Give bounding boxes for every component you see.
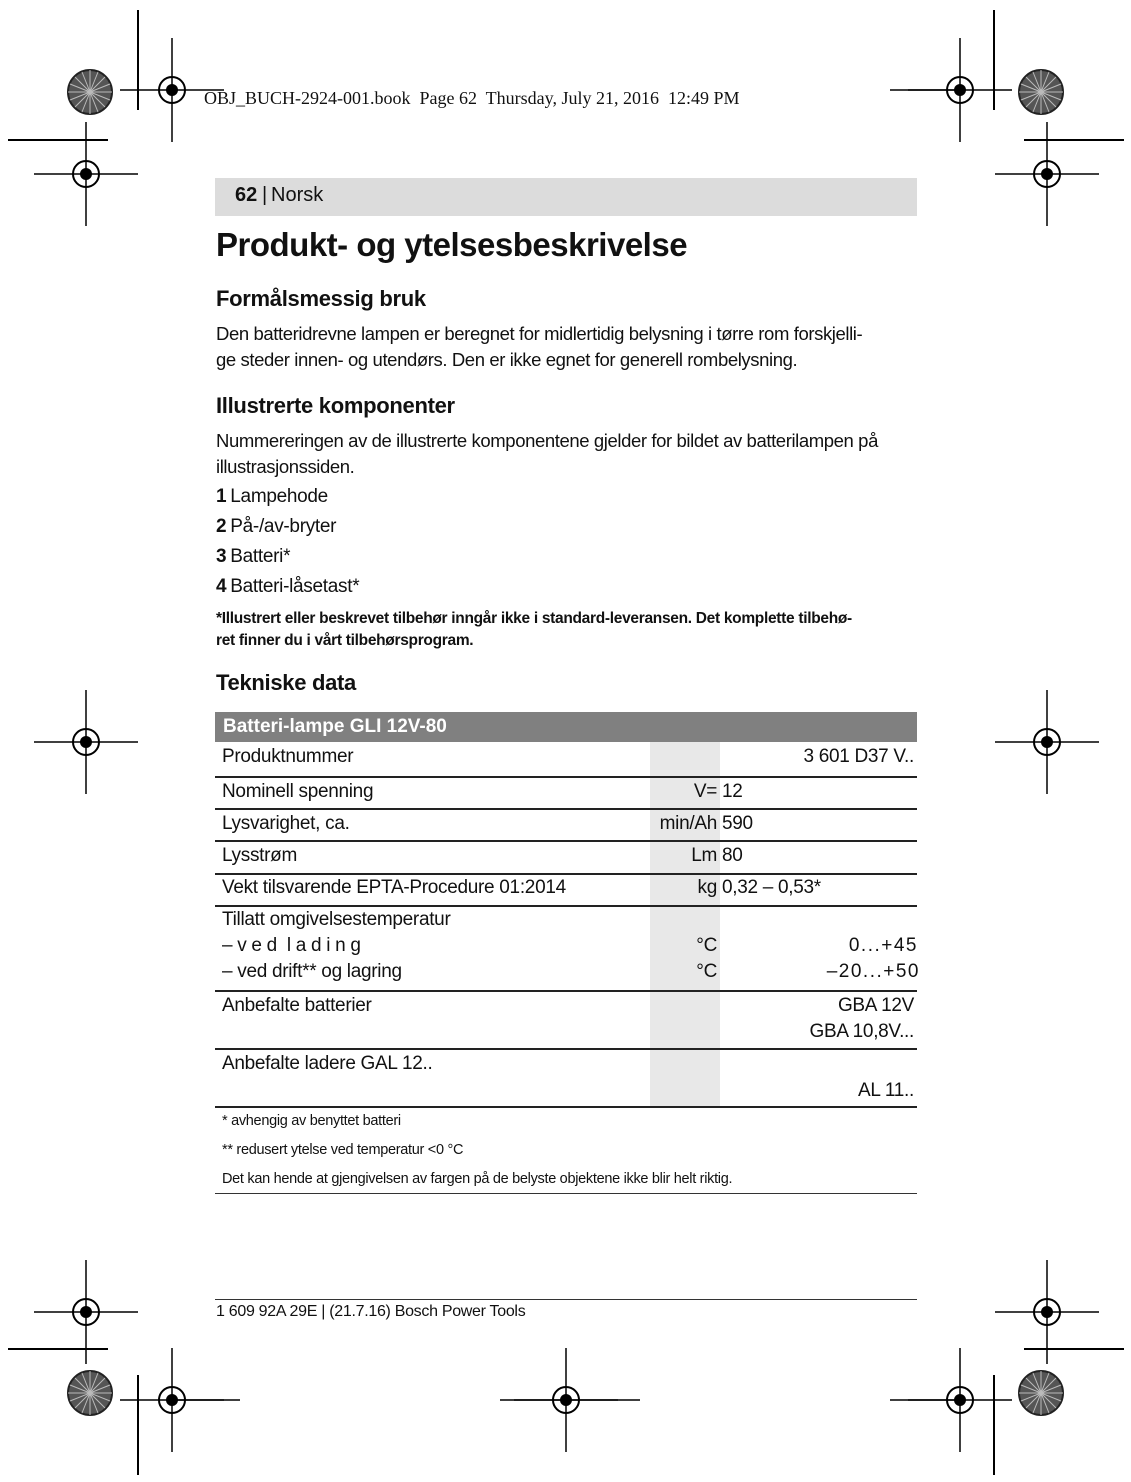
row-divider (215, 1048, 917, 1050)
row-value-luminous-flux: 80 (722, 845, 743, 866)
accessory-note-line-2: ret finner du i vårt tilbehørsprogram. (216, 632, 474, 649)
row-divider (215, 873, 917, 875)
page-header-language: Norsk (271, 184, 324, 206)
item-label: På-/av-bryter (230, 516, 337, 537)
row-unit-charging: °C (696, 935, 717, 956)
item-number: 3 (216, 546, 227, 567)
row-label-light-duration: Lysvarighet, ca. (222, 813, 350, 834)
row-unit-light-duration: min/Ah (659, 813, 717, 834)
row-label-luminous-flux: Lysstrøm (222, 845, 298, 866)
list-item (216, 486, 328, 508)
row-label-weight: Vekt tilsvarende EPTA-Procedure 01:2014 (222, 877, 566, 898)
item-number: 4 (216, 576, 227, 597)
row-value-voltage: 12 (722, 781, 743, 802)
row-value-battery-2: GBA 10,8V... (809, 1021, 914, 1042)
row-unit-voltage: V= (693, 781, 717, 802)
row-unit-weight: kg (697, 877, 717, 898)
list-item (216, 576, 359, 598)
page-header-separator: | (262, 184, 268, 206)
footer-rule (215, 1299, 917, 1300)
row-sublabel-charging: – v e d l a d i n g (222, 935, 361, 956)
row-value-weight: 0,32 – 0,53* (722, 877, 821, 898)
intended-use-heading: Formålsmessig bruk (216, 286, 426, 311)
table-title (215, 712, 917, 742)
item-label: Batteri* (230, 546, 291, 567)
intended-use-line-1: Den batteridrevne lampen er beregnet for midlertidig belysning i tørre rom forskjelli- (216, 323, 863, 344)
table-title-text: Batteri-lampe GLI 12V-80 (223, 716, 447, 737)
item-label: Lampehode (230, 486, 328, 507)
row-label-product-number: Produktnummer (222, 746, 354, 767)
table-bottom-rule (215, 1193, 917, 1194)
components-line-1: Nummereringen av de illustrerte komponentene gjelder for bildet av batterilampen på (216, 430, 878, 451)
row-value-light-duration: 590 (722, 813, 753, 834)
accessory-note-line-1: *Illustrert eller beskrevet tilbehør inngår ikke i standard-leveransen. Det komplette tilbehø- (216, 610, 852, 627)
page-header (215, 178, 917, 216)
row-divider (215, 840, 917, 842)
row-label-temperature: Tillatt omgivelsestemperatur (222, 909, 451, 930)
page-number: 62 (235, 184, 258, 206)
row-divider (215, 905, 917, 907)
item-number: 1 (216, 486, 227, 507)
row-divider (215, 990, 917, 992)
footnote-battery: * avhengig av benyttet batteri (222, 1113, 401, 1129)
components-heading: Illustrerte komponenter (216, 393, 455, 418)
row-value-product-number: 3 601 D37 V.. (803, 746, 914, 767)
row-label-batteries: Anbefalte batterier (222, 995, 372, 1016)
row-unit-operation: °C (696, 961, 717, 982)
row-value-battery-1: GBA 12V (837, 995, 914, 1016)
tech-heading: Tekniske data (216, 670, 356, 695)
row-label-voltage: Nominell spenning (222, 781, 374, 802)
row-divider (215, 808, 917, 810)
item-label: Batteri-låsetast* (230, 576, 360, 597)
row-divider (215, 1106, 917, 1108)
row-divider (215, 776, 917, 778)
item-number: 2 (216, 516, 227, 537)
row-value-operation: –20...+50 (826, 961, 920, 982)
row-unit-luminous-flux: Lm (691, 845, 717, 866)
row-sublabel-operation: – ved drift** og lagring (222, 961, 402, 982)
components-line-2: illustrasjonssiden. (216, 456, 355, 477)
intended-use-line-2: ge steder innen- og utendørs. Den er ikke egnet for generell rombelysning. (216, 349, 798, 370)
print-header: OBJ_BUCH-2924-001.book Page 62 Thursday, July 21, 2016 12:49 PM (204, 88, 740, 108)
page-title: Produkt- og ytelsesbeskrivelse (216, 226, 688, 263)
list-item (216, 516, 336, 538)
list-item (216, 546, 290, 568)
footnote-color: Det kan hende at gjengivelsen av fargen på de belyste objektene ikke blir helt riktig. (222, 1171, 733, 1187)
footnote-temperature: ** redusert ytelse ved temperatur <0 °C (222, 1142, 464, 1158)
row-value-charging: 0...+45 (848, 935, 918, 956)
page-footer: 1 609 92A 29E | (21.7.16) Bosch Power Tools (216, 1303, 526, 1320)
row-value-chargers: AL 11.. (858, 1080, 914, 1101)
row-label-chargers: Anbefalte ladere GAL 12.. (222, 1053, 433, 1074)
